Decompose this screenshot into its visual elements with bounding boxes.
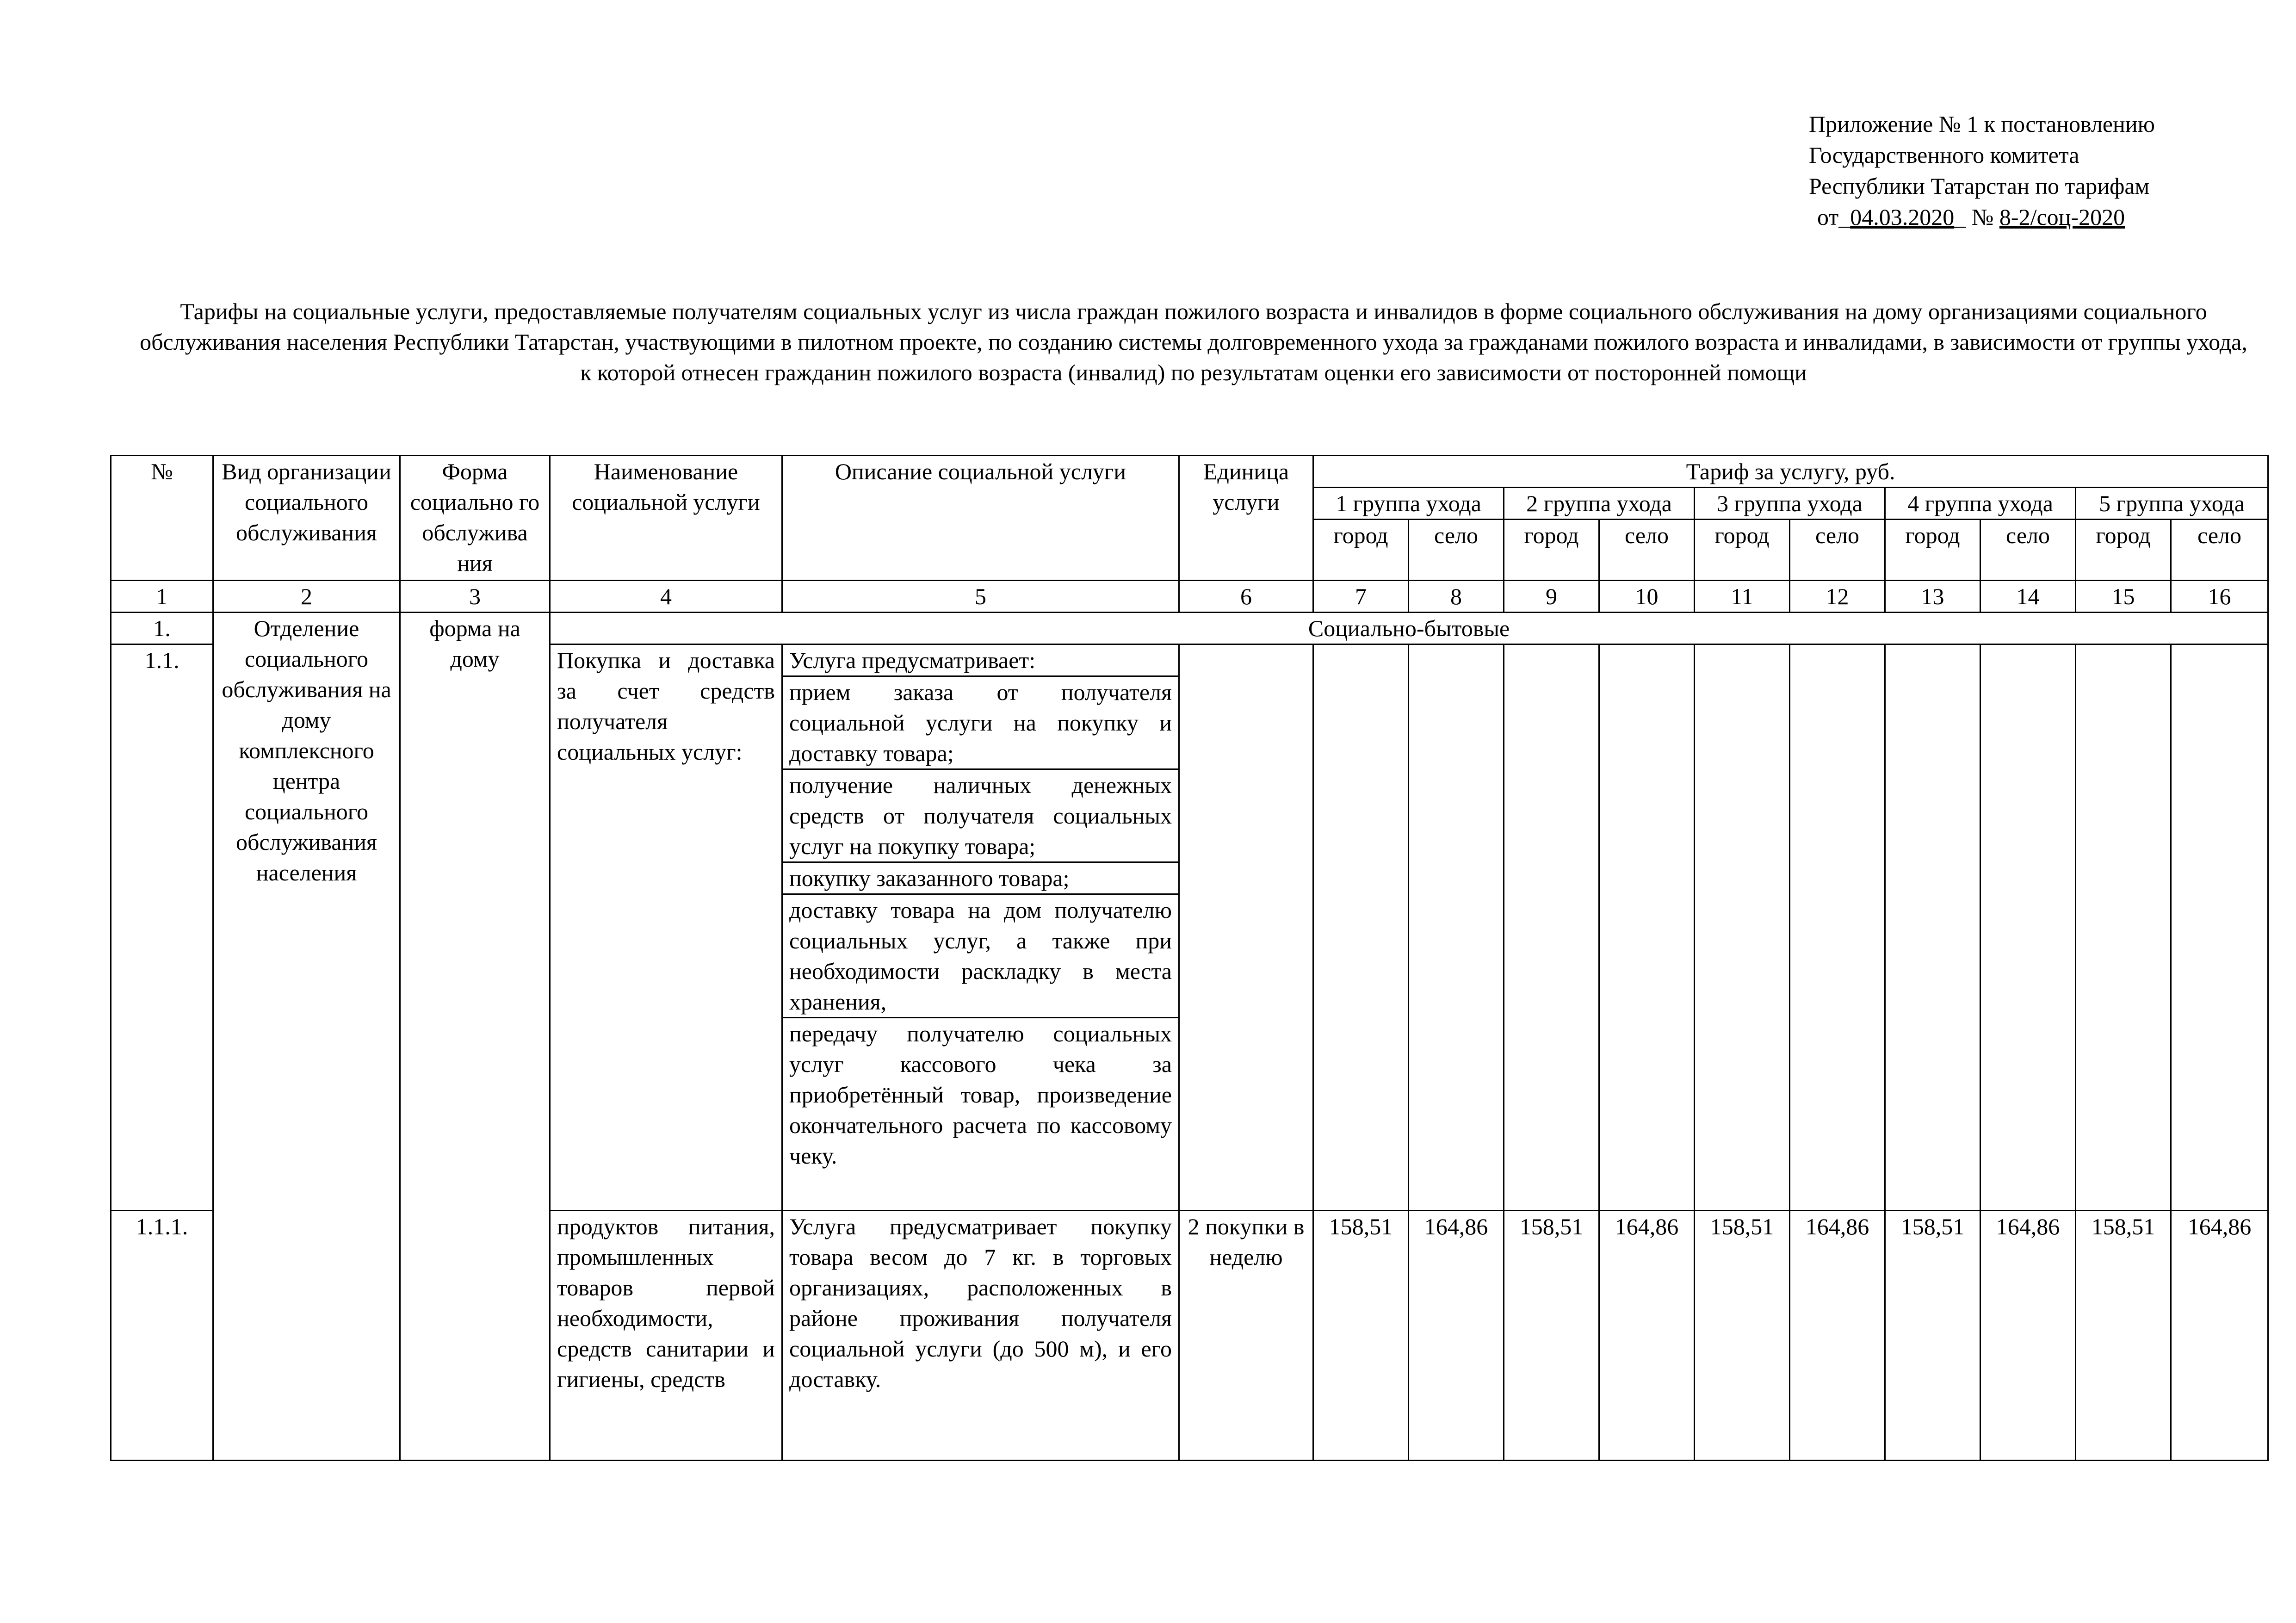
tariff-cell	[1313, 644, 1409, 1211]
header-village: село	[1980, 520, 2076, 581]
tariff-cell	[1695, 644, 1790, 1211]
column-number: 6	[1179, 581, 1313, 613]
description-item: покупку заказанного товара;	[783, 862, 1178, 894]
tariff-cell	[1790, 644, 1885, 1211]
appendix-date-line: от_04.03.2020_ № 8-2/соц-2020	[1817, 204, 2125, 230]
row-description	[782, 644, 1179, 1211]
tariff-cell: 158,51	[2076, 1211, 2171, 1461]
tariff-cell: 164,86	[1790, 1211, 1885, 1461]
tariff-cell	[1599, 644, 1695, 1211]
document-title: Тарифы на социальные услуги, предоставляемые получателям социальных услуг из числа граждан пожилого возраста и инвалидов в форме социального обслуживания на дому организациями социального обслуживания населения Республики Татарстан, участвующими в пилотном проекте, по созданию системы долговременного ухода за гражданами пожилого возраста и инвалидами, в зависимости от группы ухода, к которой отнесен гражданин пожилого возраста (инвалид) по результатам оценки его зависимости от посторонней помощи	[140, 298, 2247, 385]
section-num: 1.	[111, 613, 213, 644]
description-list	[783, 645, 1178, 1171]
column-number: 5	[782, 581, 1179, 613]
header-org-type: Вид организации социального обслуживания	[213, 456, 400, 581]
section-org-type: Отделение социального обслуживания на дому комплексного центра социального обслуживания населения	[213, 613, 400, 1461]
appendix-line-2: Государственного комитета	[1809, 142, 2079, 168]
column-number: 7	[1313, 581, 1409, 613]
section-row	[111, 613, 2268, 644]
header-village: село	[1409, 520, 1504, 581]
section-form: форма на дому	[400, 613, 550, 1461]
tariff-cell: 158,51	[1313, 1211, 1409, 1461]
column-number: 16	[2171, 581, 2268, 613]
tariff-cell	[2076, 644, 2171, 1211]
header-row-1	[111, 456, 2268, 488]
tariff-cell: 158,51	[1504, 1211, 1599, 1461]
appendix-header	[1809, 109, 2225, 233]
appendix-line-3: Республики Татарстан по тарифам	[1809, 173, 2150, 199]
row-unit	[1179, 644, 1313, 1211]
header-city: город	[1313, 520, 1409, 581]
row-num: 1.1.1.	[111, 1211, 213, 1461]
header-service-name: Наименование социальной услуги	[550, 456, 782, 581]
header-group-2: 2 группа ухода	[1504, 488, 1695, 520]
column-number: 4	[550, 581, 782, 613]
row-description: Услуга предусматривает покупку товара весом до 7 кг. в торговых организациях, расположенных в районе проживания получателя социальной услуги (до 500 м), и его доставку.	[782, 1211, 1179, 1461]
appendix-number: 8-2/соц-2020	[1999, 204, 2125, 230]
description-item: прием заказа от получателя социальной услуги на покупку и доставку товара;	[783, 676, 1178, 769]
description-item: передачу получателю социальных услуг кассового чека за приобретённый товар, произведение окончательного расчета по кассовому чеку.	[789, 1021, 1172, 1169]
tariff-cell	[2171, 644, 2268, 1211]
tariff-cell	[1885, 644, 1980, 1211]
column-number: 9	[1504, 581, 1599, 613]
header-group-5: 5 группа ухода	[2076, 488, 2268, 520]
header-city: город	[1504, 520, 1599, 581]
column-number: 13	[1885, 581, 1980, 613]
row-service-name: продуктов питания, промышленных товаров первой необходимости, средств санитарии и гигиены, средств	[550, 1211, 782, 1461]
tariff-cell	[1504, 644, 1599, 1211]
section-title: Социально-бытовые	[550, 613, 2268, 644]
header-unit: Единица услуги	[1179, 456, 1313, 581]
header-city: город	[1695, 520, 1790, 581]
column-number: 12	[1790, 581, 1885, 613]
header-city: город	[1885, 520, 1980, 581]
header-tariff: Тариф за услугу, руб.	[1313, 456, 2268, 488]
header-city: город	[2076, 520, 2171, 581]
header-group-1: 1 группа ухода	[1313, 488, 1504, 520]
column-number: 10	[1599, 581, 1695, 613]
column-number: 14	[1980, 581, 2076, 613]
header-village: село	[1599, 520, 1695, 581]
header-group-4: 4 группа ухода	[1885, 488, 2076, 520]
column-number: 15	[2076, 581, 2171, 613]
header-description: Описание социальной услуги	[782, 456, 1179, 581]
header-village: село	[1790, 520, 1885, 581]
tariff-cell	[1409, 644, 1504, 1211]
header-village: село	[2171, 520, 2268, 581]
row-unit: 2 покупки в неделю	[1179, 1211, 1313, 1461]
column-number-row	[111, 581, 2268, 613]
row-service-name: Покупка и доставка за счет средств получателя социальных услуг:	[550, 644, 782, 1211]
appendix-line-1: Приложение № 1 к постановлению	[1809, 111, 2155, 137]
tariff-table	[110, 455, 2269, 1461]
column-number: 11	[1695, 581, 1790, 613]
tariff-cell: 164,86	[1980, 1211, 2076, 1461]
column-number: 8	[1409, 581, 1504, 613]
column-number: 1	[111, 581, 213, 613]
description-item: Услуга предусматривает:	[783, 645, 1178, 676]
description-item: доставку товара на дом получателю социальных услуг, а также при необходимости раскладку в места хранения,	[783, 894, 1178, 1018]
tariff-cell: 164,86	[1409, 1211, 1504, 1461]
tariff-cell: 158,51	[1695, 1211, 1790, 1461]
tariff-cell: 164,86	[2171, 1211, 2268, 1461]
column-number: 3	[400, 581, 550, 613]
tariff-cell	[1980, 644, 2076, 1211]
description-item: получение наличных денежных средств от получателя социальных услуг на покупку товара;	[783, 769, 1178, 862]
tariff-cell: 158,51	[1885, 1211, 1980, 1461]
appendix-date: 04.03.2020	[1850, 204, 1955, 230]
header-form: Форма социально го обслужива ния	[400, 456, 550, 581]
tariff-cell: 164,86	[1599, 1211, 1695, 1461]
header-group-3: 3 группа ухода	[1695, 488, 1885, 520]
column-number: 2	[213, 581, 400, 613]
header-num: №	[111, 456, 213, 581]
row-num: 1.1.	[111, 644, 213, 1211]
